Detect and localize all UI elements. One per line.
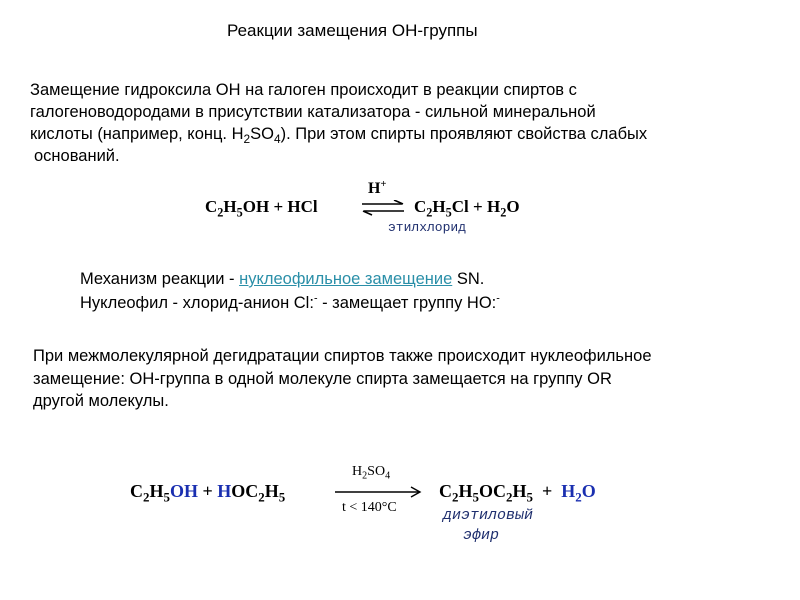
eq2-condition: t < 140°C (342, 500, 397, 515)
intro-line-4: оснований. (34, 147, 120, 165)
intro-line-3: кислоты (например, конц. $Н_2SO_4$). При этом спирты проявляют свойства слабых (30, 125, 648, 147)
eq2-product-name-line-2: эфир (463, 527, 500, 544)
intro-paragraph (30, 79, 790, 167)
nucleophilic-substitution-link[interactable]: нуклеофильное замещение (239, 270, 453, 288)
eq2-reactants: $C_2H_5OH + HOC_2H_5$ (130, 481, 286, 505)
eq1-products: $C_2H_5Cl + H_2O$ (414, 197, 520, 220)
dehydration-line-2: замещение: ОН-группа в одной молекуле спирта замещается на группу OR (33, 369, 612, 388)
eq2-product-name-line-1: диэтиловый (443, 507, 534, 524)
reaction-arrow-icon (333, 486, 423, 498)
dehydration-line-3: другой молекулы. (33, 392, 169, 410)
intro-line-2: галогеноводородами в присутствии катализатора - сильной минеральной (30, 103, 596, 121)
mechanism-line-1: Механизм реакции - нуклеофильное замещение SN. (80, 270, 485, 288)
equation-diethyl-ether (130, 462, 650, 552)
eq2-catalyst: $H_2SO_4$ (352, 464, 391, 482)
dehydration-paragraph (33, 345, 793, 413)
eq1-product-name: этилхлорид (388, 220, 467, 235)
equilibrium-arrows-icon (360, 200, 406, 216)
intro-line-1: Замещение гидроксила ОН на галоген происходит в реакции спиртов с (30, 81, 577, 99)
dehydration-line-1: При межмолекулярной дегидратации спиртов также происходит нуклеофильное (33, 347, 652, 365)
equation-ethyl-chloride (205, 180, 565, 240)
mechanism-block (80, 267, 500, 315)
eq1-reactants: $C_2H_5OH$ + HCl (205, 197, 318, 220)
eq2-products: $C_2H_5OC_2H_5 + H_2O$ (439, 481, 596, 505)
mechanism-line-2: Нуклеофил - хлорид-анион Cl:- - замещает группу HO:- (80, 292, 500, 312)
slide-title: Реакции замещения ОН-группы (227, 21, 478, 40)
eq1-catalyst: H+ (368, 178, 387, 197)
